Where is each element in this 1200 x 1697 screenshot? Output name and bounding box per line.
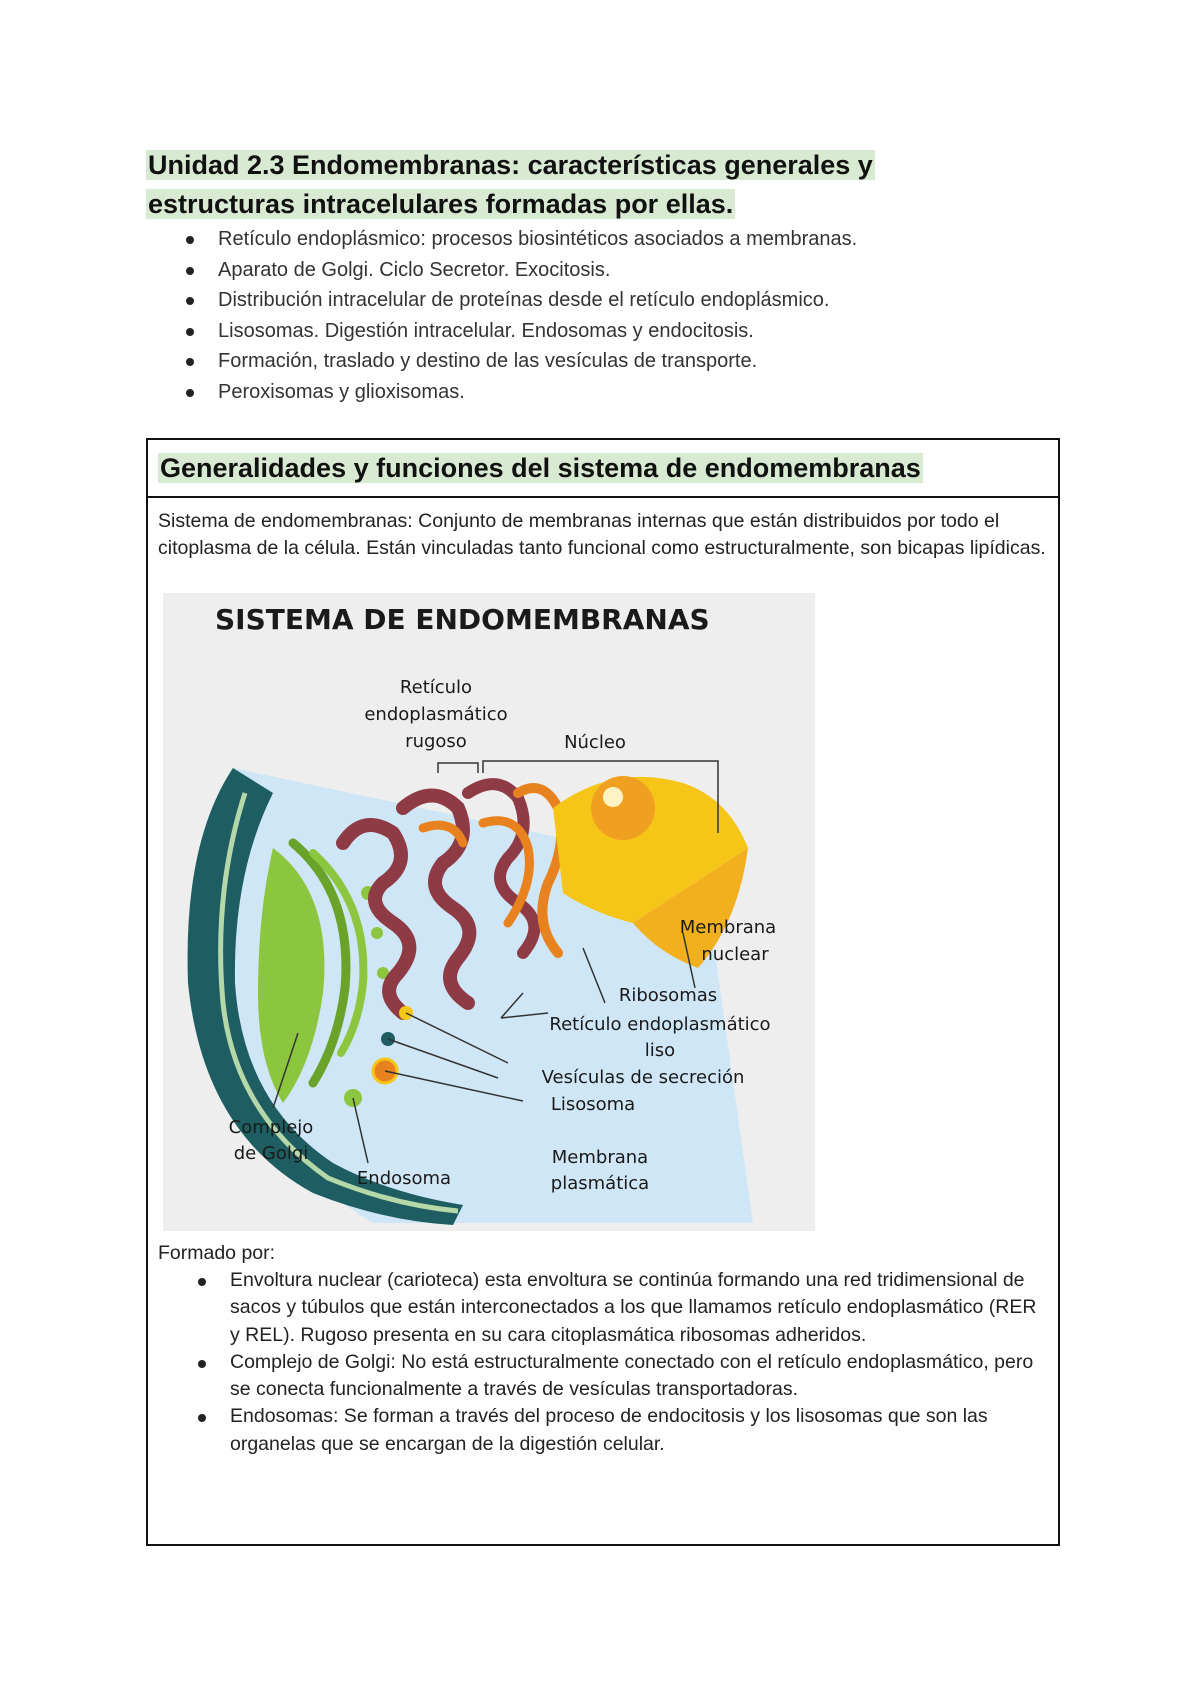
list-item: Endosomas: Se forman a través del proceso de endocitosis y los lisosomas que son las organelas que se encargan de la digestión celular. bbox=[158, 1403, 1048, 1458]
label-endosoma: Endosoma bbox=[356, 1168, 452, 1189]
endomembrane-diagram bbox=[163, 593, 815, 1231]
nucleolus-shape bbox=[591, 776, 655, 840]
label-ribosomas: Ribosomas bbox=[618, 985, 718, 1006]
title-line-2: estructuras intracelulares formadas por ellas. bbox=[148, 189, 734, 219]
label-membrana-nuclear-1: Membrana bbox=[679, 917, 777, 938]
section-heading: Generalidades y funciones del sistema de endomembranas bbox=[160, 453, 921, 483]
label-membrana-nuclear-2: nuclear bbox=[701, 944, 769, 965]
topics-list bbox=[146, 224, 857, 407]
label-rer-1: Retículo bbox=[399, 677, 473, 698]
formed-by-label: Formado por: bbox=[158, 1242, 276, 1264]
label-golgi-2: de Golgi bbox=[233, 1143, 309, 1164]
section-intro: Sistema de endomembranas: Conjunto de membranas internas que están distribuidos por todo el citoplasma de la célula. Están vinculadas tanto funcional como estructuralmente, son bicapas lipídicas. bbox=[158, 510, 1046, 559]
page-title bbox=[146, 146, 986, 224]
list-item: Complejo de Golgi: No está estructuralmente conectado con el retículo endoplasmático, pero se conecta funcionalmente a través de vesículas transportadoras. bbox=[158, 1349, 1048, 1404]
list-item: Distribución intracelular de proteínas desde el retículo endoplásmico. bbox=[146, 285, 857, 316]
label-rer-3: rugoso bbox=[405, 731, 467, 752]
formed-by-list bbox=[158, 1267, 1048, 1458]
list-item: Envoltura nuclear (carioteca) esta envoltura se continúa formando una red tridimensional de sacos y túbulos que están interconectados a los que llamamos retículo endoplasmático (RER y REL). Rugoso presenta en su cara citoplasmática ribosomas adheridos. bbox=[158, 1267, 1048, 1349]
diagram-title: SISTEMA DE ENDOMEMBRANAS bbox=[215, 603, 710, 636]
list-item: Lisosomas. Digestión intracelular. Endosomas y endocitosis. bbox=[146, 316, 857, 347]
label-membrana-plasmatica-2: plasmática bbox=[550, 1173, 650, 1194]
title-line-1: Unidad 2.3 Endomembranas: características generales y bbox=[148, 150, 873, 180]
list-item: Peroxisomas y glioxisomas. bbox=[146, 377, 857, 408]
section-box bbox=[146, 438, 1060, 1546]
label-lisosoma: Lisosoma bbox=[550, 1094, 636, 1115]
section-header bbox=[148, 440, 1058, 498]
label-rer-2: endoplasmático bbox=[364, 704, 508, 725]
label-golgi-1: Complejo bbox=[228, 1117, 314, 1138]
label-rel-1: Retículo endoplasmático bbox=[549, 1014, 771, 1035]
label-nucleo: Núcleo bbox=[564, 732, 626, 753]
list-item: Aparato de Golgi. Ciclo Secretor. Exocitosis. bbox=[146, 255, 857, 286]
label-vesiculas: Vesículas de secreción bbox=[541, 1067, 745, 1088]
list-item: Formación, traslado y destino de las vesículas de transporte. bbox=[146, 346, 857, 377]
label-membrana-plasmatica-1: Membrana bbox=[551, 1147, 649, 1168]
list-item: Retículo endoplásmico: procesos biosintéticos asociados a membranas. bbox=[146, 224, 857, 255]
label-rel-2: liso bbox=[644, 1040, 676, 1061]
